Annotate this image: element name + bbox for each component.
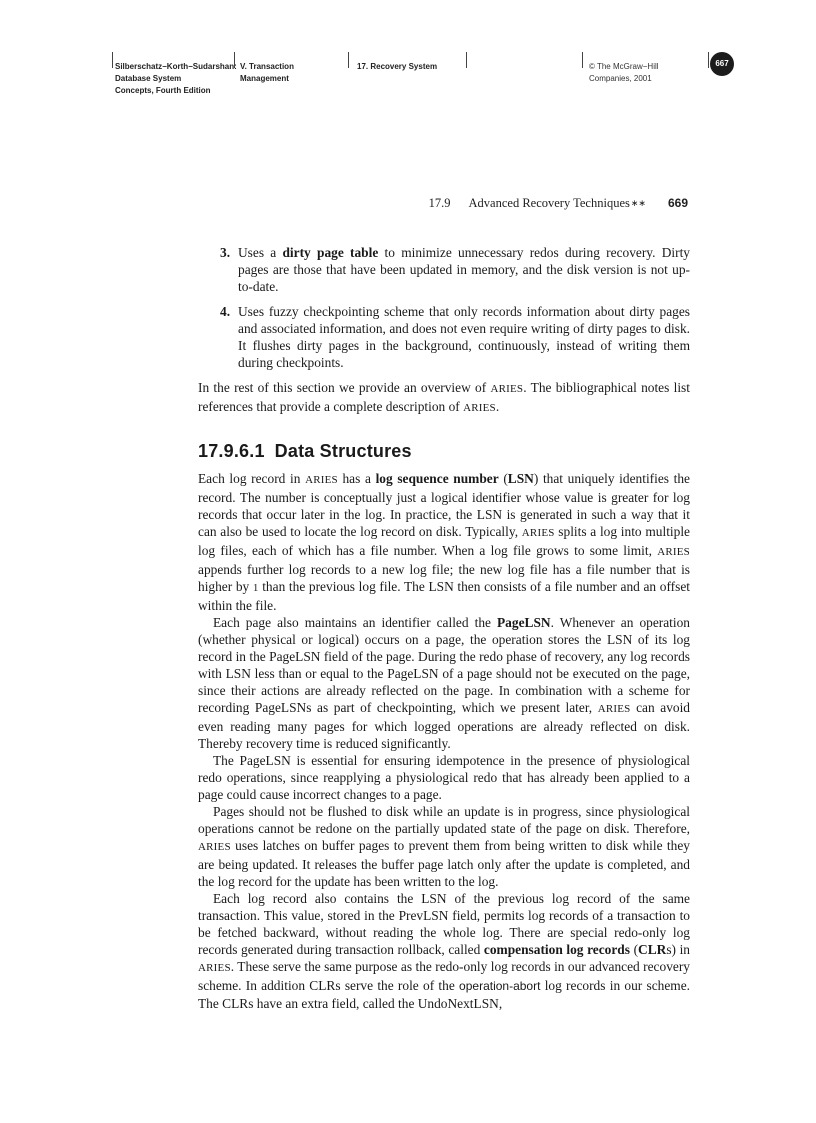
subsection-heading <box>198 443 690 460</box>
header-publisher-info <box>589 61 659 85</box>
pdf-page-badge: 667 <box>710 52 734 76</box>
text-run: uses latches on buffer pages to prevent them from being written to disk while they are being updated. It releases the buffer page latch only after the update is completed, and the log record for the update has been written to the log. <box>198 838 690 889</box>
header-text: 17. Recovery System <box>357 62 438 71</box>
header-divider <box>582 52 583 68</box>
bold-term: compensation log records <box>483 942 630 957</box>
text-run: Pages should not be flushed to disk while an update is in progress, since physiological operations cannot be redone on the partially updated state of the page on disk. Therefore, <box>198 804 690 836</box>
paragraph <box>198 890 690 1012</box>
text-run: . The bibliographical notes list references that provide a complete description of <box>198 380 690 414</box>
subsection-number: 17.9.6.1 <box>198 441 265 461</box>
acronym: ARIES <box>463 402 496 414</box>
acronym: ARIES <box>657 546 690 558</box>
bold-term: log sequence number <box>375 471 499 486</box>
text-run: Each log record in <box>198 471 306 486</box>
bold-term: CLR <box>638 942 667 957</box>
text-run: ( <box>629 942 639 957</box>
intro-paragraph <box>198 379 690 417</box>
text-run: s) in <box>666 942 690 957</box>
list-item <box>198 303 690 371</box>
acronym: ARIES <box>198 841 231 853</box>
running-head-section: 17.9 <box>428 196 451 210</box>
text-run: can avoid even reading many pages for which logged operations are already reflected on disk. Thereby recovery time is reduced significantly. <box>198 700 690 751</box>
text-run: has a <box>337 471 376 486</box>
text-run: splits a log into multiple log files, each of which has a file number. When a log file grows to some limit, <box>198 524 690 558</box>
text-run: ) that uniquely identifies the record. The number is conceptually just a logical identifier whose value is greater for log records that occur later in the log. In practice, the LSN is generated in such a way that it can also be used to locate the log record on disk. Typically, <box>198 471 690 539</box>
header-part-info <box>240 61 294 85</box>
header-divider <box>708 52 709 68</box>
subsection-title: Data Structures <box>274 441 412 461</box>
acronym: ARIES <box>305 474 338 486</box>
paragraph <box>198 614 690 752</box>
paragraph <box>198 470 690 614</box>
header-text: Management <box>240 74 289 83</box>
acronym: ARIES <box>490 383 524 395</box>
acronym: ARIES <box>198 962 231 974</box>
page-number: 669 <box>667 196 688 210</box>
acronym: ARIES <box>521 527 555 539</box>
header-text: Companies, 2001 <box>589 74 652 83</box>
header-text: V. Transaction <box>240 62 294 71</box>
page-content <box>198 244 690 1012</box>
running-head-stars: ∗∗ <box>630 198 646 208</box>
header-text: Silberschatz−Korth−Sudarshan: <box>115 62 237 71</box>
list-number: 4. <box>220 304 231 319</box>
text-run: Uses a <box>238 245 283 260</box>
text-run: . These serve the same purpose as the redo-only log records in our advanced recovery scheme. In addition CLRs serve the role of the <box>198 959 690 993</box>
header-divider <box>348 52 349 68</box>
paragraph <box>198 803 690 890</box>
code-term: operation-abort <box>459 979 541 993</box>
header-text: Concepts, Fourth Edition <box>115 86 211 95</box>
text-run: to minimize unnecessary redos during recovery. Dirty pages are those that have been updated in memory, and the disk version is not up-to-date. <box>238 245 690 294</box>
text-run: Each log record also contains the LSN of the previous log record of the same transaction. This value, stored in the PrevLSN field, permits log records of a transaction to be fetched backward, without reading the whole log. There are special redo-only log records generated during transaction rollback, called <box>198 891 690 957</box>
header-text: © The McGraw−Hill <box>589 62 659 71</box>
header-banner <box>112 52 710 110</box>
bold-term: PageLSN <box>497 615 551 630</box>
header-divider <box>234 52 235 68</box>
text-run: ( <box>498 471 508 486</box>
header-text: Database System <box>115 74 182 83</box>
bold-term: dirty page table <box>282 245 379 260</box>
text-run: than the previous log file. The LSN then consists of a file number and an offset within the file. <box>198 579 690 613</box>
header-divider <box>112 52 113 68</box>
list-text <box>238 244 690 295</box>
paragraph: The PageLSN is essential for ensuring idempotence in the presence of physiological redo operations, since reapplying a physiological redo that has already been applied to a page could cause incorrect changes to a page. <box>198 753 690 802</box>
list-text: Uses fuzzy checkpointing scheme that only records information about dirty pages and associated information, and does not even require writing of dirty pages to disk. It flushes dirty pages in the background, continuously, instead of writing them during checkpoints. <box>238 304 690 370</box>
text-run: . <box>495 399 500 414</box>
running-head <box>429 196 688 211</box>
header-divider <box>466 52 467 68</box>
acronym: ARIES <box>597 703 631 715</box>
header-chapter-info <box>357 61 437 73</box>
bold-term: LSN <box>507 471 534 486</box>
text-run: . Whenever an operation (whether physical or logical) occurs on a page, the operation stores the LSN of its log record in the PageLSN field of the page. During the redo phase of recovery, any log records with LSN less than or equal to the PageLSN of a page should not be executed on the page, since their actions are already reflected on the page. In combination with a scheme for recording PageLSNs as part of checkpointing, which we present later, <box>198 615 691 715</box>
header-book-info <box>115 61 237 97</box>
text-run: Each page also maintains an identifier called the <box>213 615 497 630</box>
list-number: 3. <box>220 245 231 260</box>
text-run: log records in our scheme. The CLRs have an extra field, called the UndoNextLSN, <box>198 978 690 1011</box>
text-run: In the rest of this section we provide an overview of <box>198 380 491 395</box>
text-run: appends further log records to a new log file; the new log file has a file number that is higher by <box>198 562 690 594</box>
running-head-title: Advanced Recovery Techniques <box>468 196 630 210</box>
list-item <box>198 244 690 295</box>
numeral: 1 <box>252 582 259 594</box>
